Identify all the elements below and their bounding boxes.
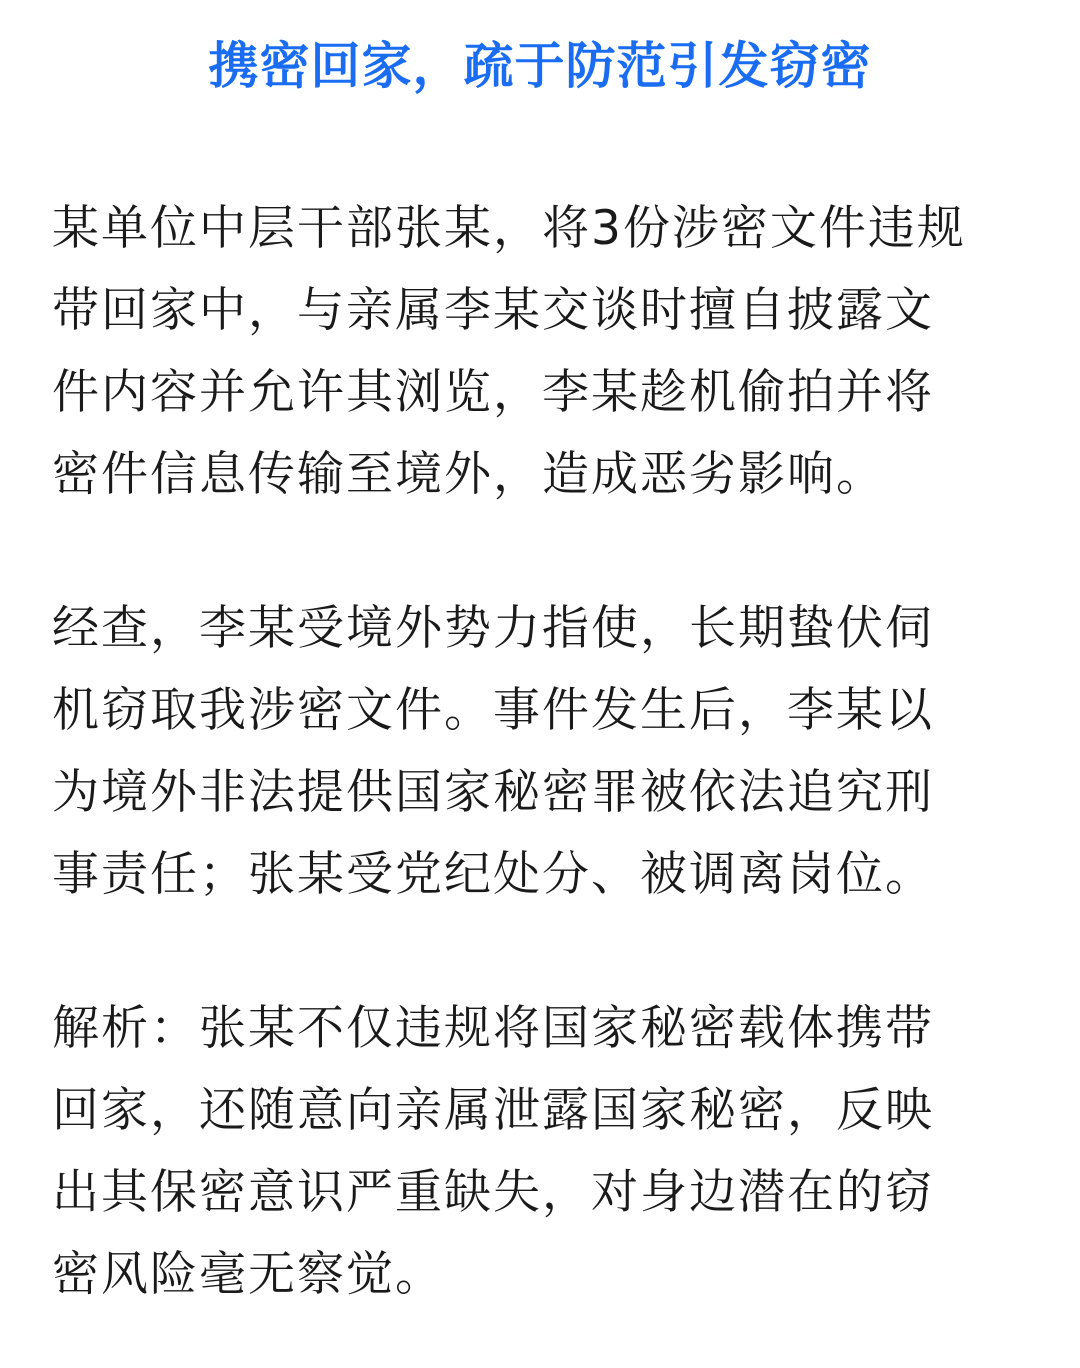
text-line: 回家，还随意向亲属泄露国家秘密，反映 <box>52 1083 934 1138</box>
text-line: 解析：张某不仅违规将国家秘密载体携带 <box>52 1001 934 1056</box>
text-line: 经查，李某受境外势力指使，长期蛰伏伺 <box>52 601 934 656</box>
text-line: 事责任；张某受党纪处分、被调离岗位。 <box>52 847 934 902</box>
text-line: 密件信息传输至境外，造成恶劣影响。 <box>52 447 885 502</box>
text-line: 件内容并允许其浏览，李某趁机偷拍并将 <box>52 365 934 420</box>
text-line: 为境外非法提供国家秘密罪被依法追究刑 <box>52 765 934 820</box>
text-line: 某单位中层干部张某，将3份涉密文件违规 <box>52 201 966 256</box>
paragraph-analysis <box>52 988 1032 1316</box>
text-line: 出其保密意识严重缺失，对身边潜在的窃 <box>52 1165 934 1220</box>
text-line: 带回家中，与亲属李某交谈时擅自披露文 <box>52 283 934 338</box>
article-title: 携密回家，疏于防范引发窃密 <box>208 37 872 95</box>
text-line: 机窃取我涉密文件。事件发生后，李某以 <box>52 683 934 738</box>
text-line: 密风险毫无察觉。 <box>52 1247 444 1302</box>
paragraph-investigation <box>52 588 1032 916</box>
paragraph-case-description <box>52 188 1032 516</box>
